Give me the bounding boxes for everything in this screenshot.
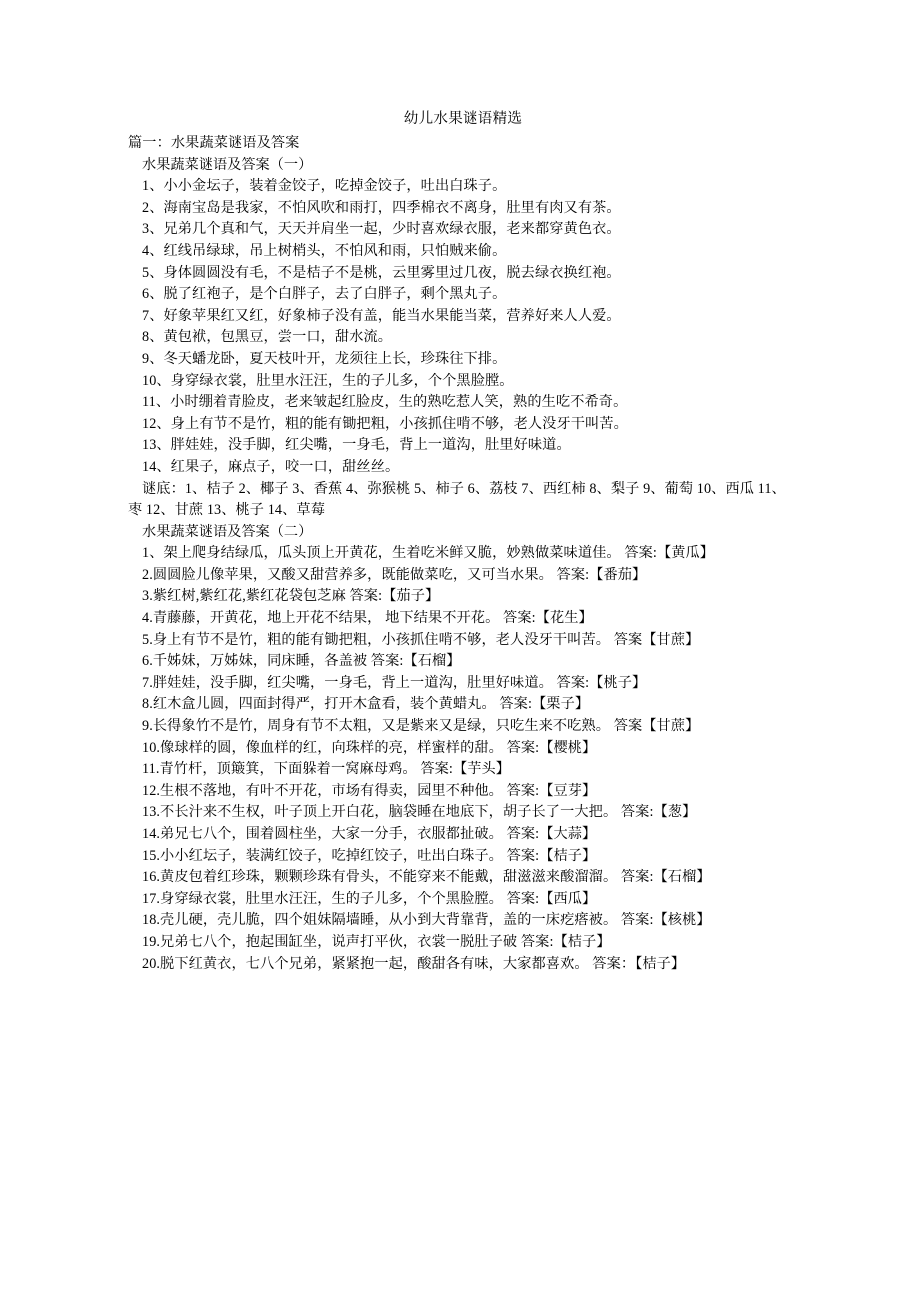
riddle-item: 12、身上有节不是竹，粗的能有锄把粗，小孩抓住啃不够，老人没牙干叫苦。	[142, 415, 628, 432]
riddle-item: 14.弟兄七八个，围着圆柱坐，大家一分手，衣服都扯破。 答案:【大蒜】	[142, 826, 597, 842]
riddle-item: 4.青藤藤，开黄花，地上开花不结果， 地下结果不开花。 答案:【花生】	[142, 610, 593, 627]
riddle-item: 2.圆圆脸儿像苹果，又酸又甜营养多，既能做菜吃，又可当水果。 答案:【番茄】	[142, 566, 647, 583]
riddle-item: 2、海南宝岛是我家，不怕风吹和雨打，四季棉衣不离身，肚里有肉又有茶。	[142, 199, 621, 216]
riddle-item: 1、小小金坛子，装着金饺子，吃掉金饺子，吐出白珠子。	[142, 178, 507, 195]
section-heading-1: 篇一：水果蔬菜谜语及答案	[128, 135, 300, 151]
riddle-item: 4、红线吊绿球，吊上树梢头，不怕风和雨，只怕贼来偷。	[142, 242, 507, 259]
part-one-heading: 水果蔬菜谜语及答案（一）	[142, 156, 313, 173]
riddle-item: 6、脱了红袍子，是个白胖子，去了白胖子，剩个黑丸子。	[142, 286, 507, 303]
riddle-item: 3、兄弟几个真和气，天天并肩坐一起，少时喜欢绿衣服，老来都穿黄色衣。	[142, 221, 621, 238]
riddle-item: 8.红木盒儿圆，四面封得严，打开木盒看，装个黄蜡丸。 答案:【栗子】	[142, 696, 590, 713]
riddle-item: 9、冬天蟠龙卧，夏天枝叶开，龙须往上长，珍珠往下排。	[142, 350, 507, 367]
riddle-item: 3.紫红树,紫红花,紫红花袋包芝麻 答案:【茄子】	[142, 588, 440, 605]
riddle-item: 7、好象苹果红又红，好象柿子没有盖，能当水果能当菜，营养好来人人爱。	[142, 307, 621, 324]
riddle-item: 19.兄弟七八个，抱起围缸坐，说声打平伙，衣裳一脱肚子破 答案:【桔子】	[142, 933, 611, 950]
part-two-riddles	[128, 543, 798, 975]
riddle-item: 13.不长汁来不生权，叶子顶上开白花，脑袋睡在地底下，胡子长了一大把。 答案:【葱】	[142, 804, 697, 821]
riddle-item: 9.长得象竹不是竹，周身有节不太粗，又是紫来又是绿，只吃生来不吃熟。 答案【甘蔗】	[142, 718, 700, 735]
riddle-item: 15.小小红坛子，装满红饺子，吃掉红饺子，吐出白珠子。 答案:【桔子】	[142, 847, 597, 864]
riddle-item: 14、红果子，麻点子，咬一口，甜丝丝。	[142, 458, 400, 475]
part-two-heading: 水果蔬菜谜语及答案（二）	[142, 523, 313, 540]
riddle-item: 1、架上爬身结绿瓜，瓜头顶上开黄花，生着吃米鲜又脆，妙熟做菜味道佳。 答案:【黄瓜】	[142, 545, 715, 562]
riddle-item: 7.胖娃娃，没手脚，红尖嘴，一身毛，背上一道沟，肚里好味道。 答案:【桃子】	[142, 674, 647, 691]
riddle-item: 18.壳儿硬，壳儿脆，四个姐妹隔墙睡，从小到大背靠背，盖的一床疙瘩被。 答案:【核桃】	[142, 912, 711, 929]
riddle-item: 5.身上有节不是竹，粗的能有锄把粗，小孩抓住啃不够，老人没牙干叫苦。 答案【甘蔗】	[142, 631, 700, 648]
riddle-item: 8、黄包袱，包黑豆，尝一口，甜水流。	[142, 329, 393, 346]
part-one-answers: 谜底：1、桔子 2、椰子 3、香蕉 4、弥猴桃 5、柿子 6、荔枝 7、西红柿 8、梨子 9、葡萄 10、西瓜 11、枣 12、甘蔗 13、桃子 14、草莓	[128, 480, 786, 519]
riddle-item: 20.脱下红黄衣，七八个兄弟，紧紧抱一起，酸甜各有味，大家都喜欢。 答案：【桔子】	[142, 955, 686, 972]
riddle-item: 11.青竹杆，顶簸箕，下面躲着一窝麻母鸡。 答案:【芋头】	[142, 761, 511, 778]
riddle-item: 11、小时绷着青脸皮，老来皱起红脸皮，生的熟吃惹人笑，熟的生吃不希奇。	[142, 394, 628, 411]
riddle-item: 17.身穿绿衣裳，肚里水汪汪，生的子儿多，个个黑脸膛。 答案:【西瓜】	[142, 890, 597, 907]
riddle-item: 13、胖娃娃，没手脚，红尖嘴，一身毛，背上一道沟，肚里好味道。	[142, 437, 571, 454]
page-title: 幼儿水果谜语精选	[403, 111, 523, 127]
riddle-item: 6.千姊妹，万姊妹，同床睡，各盖被 答案:【石榴】	[142, 653, 461, 670]
riddle-item: 5、身体圆圆没有毛，不是桔子不是桃，云里雾里过几夜，脱去绿衣换红袍。	[142, 264, 621, 281]
riddle-item: 10.像球样的圆，像血样的红，向珠样的亮，样蜜样的甜。 答案:【樱桃】	[142, 739, 597, 756]
part-one-riddles	[128, 176, 798, 478]
riddle-item: 10、身穿绿衣裳，肚里水汪汪，生的子儿多，个个黑脸膛。	[142, 372, 514, 389]
riddle-item: 12.生根不落地，有叶不开花，市场有得卖，园里不种他。 答案:【豆芽】	[142, 782, 597, 799]
riddle-item: 16.黄皮包着红珍珠，颗颗珍珠有骨头，不能穿来不能戴，甜滋滋来酸溜溜。 答案:【石榴】	[142, 869, 711, 886]
